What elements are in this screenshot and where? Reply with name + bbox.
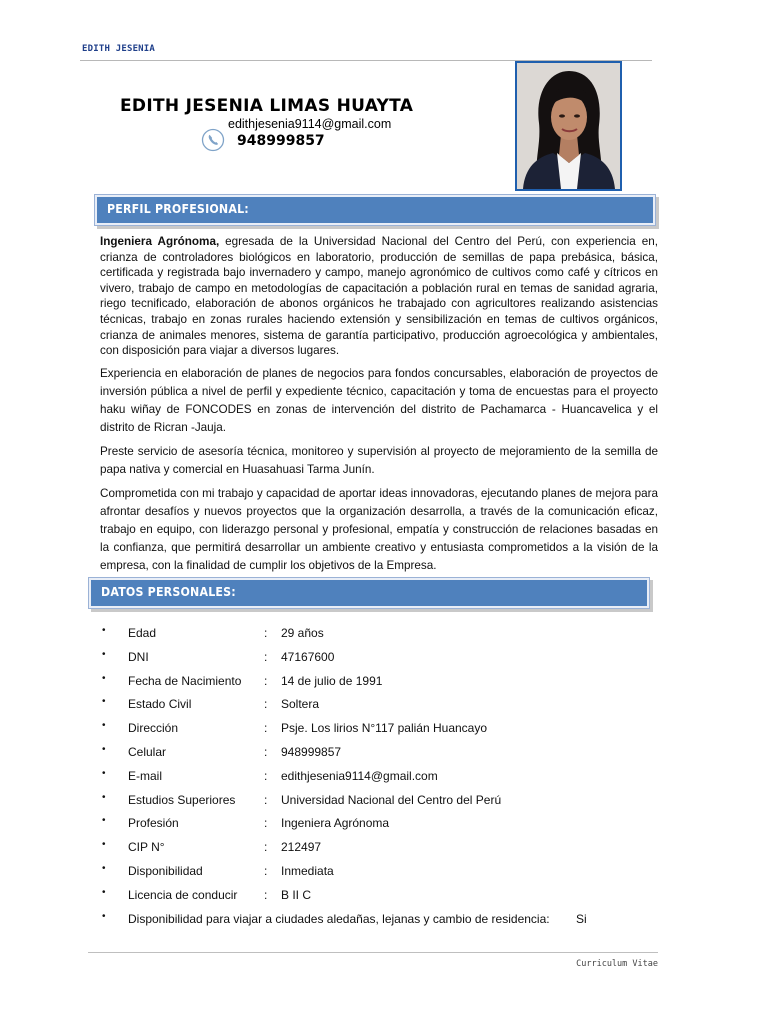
personal-data-row xyxy=(100,838,660,862)
personal-data-row xyxy=(100,886,660,910)
separator: : xyxy=(264,863,268,878)
personal-data-label: Disponibilidad xyxy=(128,863,203,878)
separator: : xyxy=(264,792,268,807)
profile-photo xyxy=(515,61,622,191)
personal-data-value: Universidad Nacional del Centro del Perú xyxy=(281,792,502,807)
personal-data-value: 29 años xyxy=(281,626,324,640)
personal-data-label: Licencia de conducir xyxy=(128,887,238,902)
footer-divider xyxy=(88,952,658,953)
personal-data-row xyxy=(100,648,660,672)
personal-data-value: Soltera xyxy=(281,697,320,712)
bullet: • xyxy=(102,672,106,684)
contact-email: edithjesenia9114@gmail.com xyxy=(228,117,392,131)
personal-data-value: 948999857 xyxy=(281,744,342,759)
personal-data-row xyxy=(100,672,660,696)
personal-data-value: 212497 xyxy=(281,840,322,855)
phone-icon xyxy=(201,128,225,152)
separator: : xyxy=(264,744,268,759)
personal-data-row xyxy=(100,743,660,767)
separator: : xyxy=(264,887,268,902)
personal-data-row xyxy=(100,695,660,719)
personal-data-row-travel xyxy=(100,910,660,934)
profile-paragraph-3: Preste servicio de asesoría técnica, monitoreo y supervisión al proyecto de mejoramiento de la semilla de papa nativa y comercial en Huasahuasi Tarma Junín. xyxy=(100,444,658,476)
profile-paragraph-2: Experiencia en elaboración de planes de negocios para fondos concursables, elaboración de proyectos de inversión pública a nivel de perfil y expediente técnico, capacitación y toma de encuestas para el proyecto haku wiñay de FONCODES en zonas de intervención del distrito de Pachamarca - Huancavelica y el distrito de Ricran -Jauja. xyxy=(100,366,658,434)
personal-data-row xyxy=(100,862,660,886)
personal-data-label: Dirección xyxy=(128,721,179,736)
profile-paragraph-4: Comprometida con mi trabajo y capacidad de aportar ideas innovadoras, ejecutando planes de mejora para afrontar desafíos y nuevos proyectos que la organización desarrolla, a través de la comunicación eficaz, trabajo en equipo, con liderazgo personal y profesional, empatía y construcción de relaciones basadas en la confianza, que permitirá desarrollar un ambiente creativo y entusiasta comprometidos a la visión de la empresa, con la finalidad de cumplir los objetivos de la Empresa. xyxy=(100,486,658,572)
bullet: • xyxy=(102,743,106,755)
personal-data-row xyxy=(100,767,660,791)
separator: : xyxy=(264,626,268,640)
personal-data-value: Psje. Los lirios N°117 palián Huancayo xyxy=(281,721,488,736)
bullet: • xyxy=(102,815,106,827)
personal-data-value: 47167600 xyxy=(281,649,335,664)
bullet: • xyxy=(102,886,106,898)
bullet: • xyxy=(102,720,106,732)
footer-text: Curriculum Vitae xyxy=(576,959,658,969)
bullet: • xyxy=(102,839,106,851)
profile-paragraph-1-text: egresada de la Universidad Nacional del Centro del Perú, con experiencia en, crianza de controladores biológicos en laboratorio, producción de semillas de papa prebásica, básica, certificada y registrada bajo invernadero y campo, manejo agronómico de cultivos como café y cítricos en vivero, trabajo de campo en metodologías de capacitación a población rural en temas de sanidad agraria, riego tecnificado, elaboración de abonos orgánicos he trabajado con agricultores realizando asistencias técnicas, trabajo en zonas rurales haciendo extensión y sensibilización en temas de cultivos orgánicos, crianza de animales menores, sistema de garantía participativo, producción agroecológica y ambientales, con disposición para viajar a diversos lugares. xyxy=(100,235,658,358)
personal-data-row xyxy=(100,791,660,815)
candidate-name: EDITH JESENIA LIMAS HUAYTA xyxy=(120,96,414,116)
profile-title-bold: Ingeniera Agrónoma, xyxy=(100,235,220,248)
personal-data-label: Edad xyxy=(128,626,157,640)
bullet: • xyxy=(102,696,106,708)
bullet: • xyxy=(102,862,106,874)
personal-data-value: 14 de julio de 1991 xyxy=(281,673,383,688)
personal-data-label: Celular xyxy=(128,744,167,759)
separator: : xyxy=(264,721,268,736)
personal-data-row xyxy=(100,814,660,838)
separator: : xyxy=(264,768,268,783)
travel-availability-label: Disponibilidad para viajar a ciudades aledañas, lejanas y cambio de residencia: xyxy=(128,911,550,926)
bullet: • xyxy=(102,625,106,636)
personal-data-value: edithjesenia9114@gmail.com xyxy=(281,768,438,783)
header-tag: EDITH JESENIA xyxy=(82,44,156,54)
personal-data-label: DNI xyxy=(128,649,149,664)
bullet: • xyxy=(102,910,106,922)
personal-data-row xyxy=(100,624,660,648)
bullet: • xyxy=(102,767,106,779)
section-header-profile xyxy=(94,194,656,226)
bullet: • xyxy=(102,791,106,803)
contact-phone: 948999857 xyxy=(237,133,325,149)
personal-data-row xyxy=(100,719,660,743)
personal-data-label: Estado Civil xyxy=(128,697,192,712)
separator: : xyxy=(264,649,268,664)
separator: : xyxy=(264,840,268,855)
section-title-profile: PERFIL PROFESIONAL: xyxy=(107,202,249,216)
separator: : xyxy=(264,697,268,712)
personal-data-value: B II C xyxy=(281,887,312,902)
personal-data-list xyxy=(100,624,660,933)
personal-data-value: Ingeniera Agrónoma xyxy=(281,816,390,831)
section-header-personal xyxy=(88,577,650,609)
personal-data-label: E-mail xyxy=(128,768,163,783)
personal-data-label: CIP N° xyxy=(128,840,165,855)
section-title-personal: DATOS PERSONALES: xyxy=(101,585,236,599)
separator: : xyxy=(264,816,268,831)
personal-data-label: Fecha de Nacimiento xyxy=(128,673,242,688)
separator: : xyxy=(264,673,268,688)
profile-text xyxy=(100,234,658,581)
personal-data-label: Estudios Superiores xyxy=(128,792,236,807)
bullet: • xyxy=(102,648,106,660)
personal-data-value: Inmediata xyxy=(281,863,334,878)
profile-paragraph-1 xyxy=(100,234,658,359)
personal-data-label: Profesión xyxy=(128,816,179,831)
travel-availability-value: Si xyxy=(576,911,587,926)
